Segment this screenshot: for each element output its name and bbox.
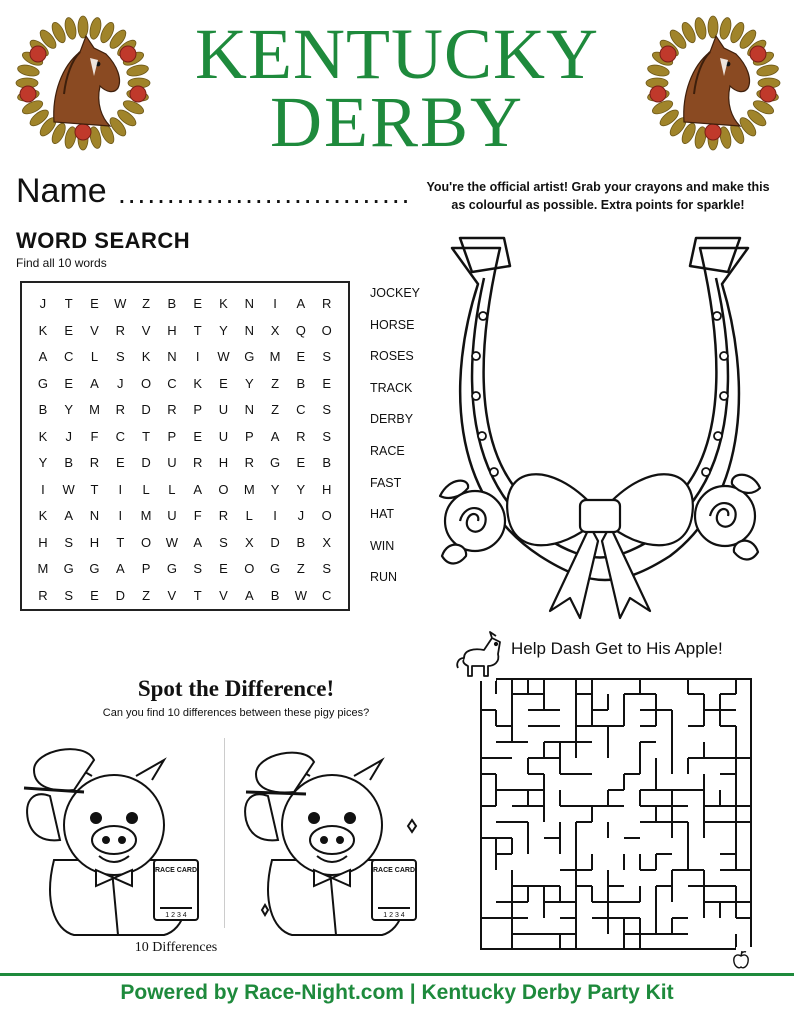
word-search-letter[interactable]: M bbox=[140, 508, 152, 523]
word-list-item: TRACK bbox=[370, 380, 413, 395]
word-search-letter[interactable]: A bbox=[115, 561, 125, 576]
word-search-letter[interactable]: S bbox=[322, 561, 331, 576]
word-search-letter[interactable]: H bbox=[321, 481, 332, 497]
word-search-letter[interactable]: G bbox=[270, 561, 281, 576]
word-search-letter[interactable]: B bbox=[270, 587, 280, 603]
word-search-row bbox=[30, 318, 348, 345]
word-search-letter[interactable]: A bbox=[193, 534, 203, 550]
word-search-letter[interactable]: X bbox=[270, 322, 280, 338]
word-search-letter[interactable]: B bbox=[64, 455, 74, 470]
word-search-letter[interactable]: N bbox=[244, 402, 254, 417]
word-search-letter[interactable]: G bbox=[63, 561, 74, 576]
word-search-letter[interactable]: G bbox=[166, 561, 177, 576]
word-search-letter[interactable]: U bbox=[167, 508, 177, 523]
word-search-letter[interactable]: K bbox=[193, 375, 203, 391]
word-search-letter[interactable]: Z bbox=[271, 375, 280, 391]
race-card-numbers: 1 2 3 4 bbox=[383, 912, 405, 919]
pig-jockey-illustration bbox=[232, 730, 437, 940]
word-search-letter[interactable]: T bbox=[116, 534, 125, 550]
word-search-letter[interactable]: B bbox=[296, 375, 306, 391]
word-search-letter[interactable]: N bbox=[244, 322, 254, 338]
word-list-item: JOCKEY bbox=[370, 286, 421, 300]
maze-title: Help Dash Get to His Apple! bbox=[511, 639, 723, 658]
word-search-letter[interactable]: O bbox=[244, 561, 255, 576]
word-search-letter[interactable]: C bbox=[64, 349, 74, 364]
word-search-letter[interactable]: V bbox=[141, 322, 151, 338]
word-search-letter[interactable]: B bbox=[322, 455, 331, 470]
word-search-row bbox=[30, 583, 348, 610]
word-search-letter[interactable]: E bbox=[296, 349, 306, 364]
word-search-letter[interactable]: S bbox=[115, 349, 125, 364]
word-search-letter[interactable]: P bbox=[193, 402, 203, 417]
word-search-letter[interactable]: L bbox=[142, 481, 150, 497]
word-search-letter[interactable]: W bbox=[62, 481, 75, 497]
word-search-letter[interactable]: R bbox=[115, 402, 125, 417]
word-search-letter[interactable]: E bbox=[193, 296, 203, 311]
word-search-letter[interactable]: C bbox=[296, 402, 306, 417]
word-search-letter[interactable]: O bbox=[141, 375, 152, 391]
word-search-letter[interactable]: E bbox=[115, 455, 125, 470]
word-search-letter[interactable]: E bbox=[219, 561, 228, 576]
word-search-letter[interactable]: R bbox=[192, 455, 203, 470]
word-search-letter[interactable]: Z bbox=[296, 561, 305, 576]
word-search-letter[interactable]: D bbox=[270, 534, 280, 550]
word-list-item: HAT bbox=[370, 507, 395, 522]
word-search-letter[interactable]: Y bbox=[38, 455, 48, 470]
word-search-letter[interactable]: C bbox=[321, 587, 332, 603]
word-search-letter[interactable]: F bbox=[193, 508, 202, 523]
word-search-letter[interactable]: Z bbox=[142, 296, 151, 311]
word-search-letter[interactable]: K bbox=[141, 349, 151, 364]
spot-difference-subtitle: Can you find 10 differences between these pigy pices? bbox=[102, 707, 370, 719]
horse-wreath-icon bbox=[14, 14, 152, 152]
word-search-letter[interactable]: H bbox=[89, 534, 100, 550]
word-search-letter[interactable]: N bbox=[167, 349, 177, 364]
word-search-letter[interactable]: R bbox=[218, 508, 229, 523]
word-search-letter[interactable]: W bbox=[217, 349, 230, 364]
word-search-letter[interactable]: I bbox=[273, 296, 277, 311]
title-derby: DERBY bbox=[269, 82, 525, 162]
word-search-row bbox=[30, 371, 348, 398]
word-search-row bbox=[30, 291, 348, 318]
word-search-letter[interactable]: M bbox=[269, 349, 281, 364]
word-search-letter[interactable]: W bbox=[165, 534, 179, 550]
word-search-letter[interactable]: R bbox=[115, 322, 125, 338]
word-search-letter[interactable]: B bbox=[296, 534, 306, 550]
word-search-row bbox=[30, 530, 348, 557]
word-search-letter[interactable]: E bbox=[90, 296, 99, 311]
word-search-letter[interactable]: T bbox=[193, 322, 202, 338]
word-search-letter[interactable]: R bbox=[296, 428, 306, 444]
name-label: Name bbox=[16, 172, 107, 210]
word-search-letter[interactable]: S bbox=[219, 534, 228, 550]
word-search-grid bbox=[20, 281, 350, 611]
title-kentucky: KENTUCKY bbox=[195, 14, 599, 94]
word-search-letter[interactable]: D bbox=[115, 587, 125, 603]
word-search-letter[interactable]: J bbox=[117, 375, 124, 391]
maze bbox=[480, 678, 752, 950]
word-search-letter[interactable]: O bbox=[218, 481, 229, 497]
word-search-letter[interactable]: K bbox=[219, 296, 228, 311]
word-search-row bbox=[30, 397, 348, 424]
word-search-row bbox=[30, 503, 348, 530]
word-search-letter[interactable]: U bbox=[218, 428, 229, 444]
word-search-letter[interactable]: Y bbox=[244, 375, 254, 391]
race-card-label: RACE CARD bbox=[155, 867, 197, 874]
word-search-letter[interactable]: A bbox=[270, 428, 280, 444]
word-search-letter[interactable]: Z bbox=[271, 402, 280, 417]
word-search-letter[interactable]: E bbox=[322, 375, 331, 391]
word-search-letter[interactable]: X bbox=[244, 534, 254, 550]
word-search-letter[interactable]: A bbox=[244, 587, 254, 603]
word-search-letter[interactable]: N bbox=[89, 508, 100, 523]
word-search-subtitle: Find all 10 words bbox=[16, 256, 107, 270]
word-search-letter[interactable]: L bbox=[245, 508, 253, 523]
word-search-letter[interactable]: I bbox=[118, 481, 123, 497]
word-search-letter[interactable]: I bbox=[195, 349, 200, 364]
word-list bbox=[370, 286, 420, 602]
word-list-item: RUN bbox=[370, 570, 398, 585]
word-search-letter[interactable]: J bbox=[39, 296, 47, 311]
word-search-letter[interactable]: E bbox=[296, 455, 306, 470]
word-search-row bbox=[30, 344, 348, 371]
word-search-letter[interactable]: E bbox=[64, 322, 74, 338]
word-search-letter[interactable]: F bbox=[90, 428, 99, 444]
word-search-letter[interactable]: P bbox=[244, 428, 254, 444]
divider bbox=[224, 738, 225, 928]
word-search-letter[interactable]: R bbox=[89, 455, 100, 470]
word-search-letter[interactable]: D bbox=[141, 402, 151, 417]
word-search-letter[interactable]: L bbox=[168, 481, 176, 497]
word-search-letter[interactable]: S bbox=[64, 587, 74, 603]
pig-jockey-illustration bbox=[14, 730, 219, 940]
word-search-row bbox=[30, 477, 348, 504]
word-search-letter[interactable]: B bbox=[38, 402, 48, 417]
word-search-letter[interactable]: G bbox=[244, 349, 255, 364]
word-search-letter[interactable]: K bbox=[38, 322, 48, 338]
apple-icon bbox=[732, 950, 750, 970]
word-search-letter[interactable]: H bbox=[38, 534, 48, 550]
word-list-item: WIN bbox=[370, 538, 395, 553]
word-search-letter[interactable]: A bbox=[90, 375, 99, 391]
word-search-letter[interactable]: E bbox=[64, 375, 74, 391]
word-search-letter[interactable]: C bbox=[167, 375, 177, 391]
word-search-letter[interactable]: P bbox=[141, 561, 151, 576]
word-search-letter[interactable]: R bbox=[38, 587, 48, 603]
word-search-letter[interactable]: N bbox=[244, 296, 254, 311]
spot-difference-count: 10 Differences bbox=[134, 940, 218, 955]
word-search-letter[interactable]: I bbox=[118, 508, 123, 523]
word-search-letter[interactable]: E bbox=[90, 587, 99, 603]
word-search-letter[interactable]: J bbox=[65, 428, 72, 444]
word-search-letter[interactable]: P bbox=[167, 428, 177, 444]
word-search-letter[interactable]: D bbox=[141, 455, 151, 470]
word-search-letter[interactable]: U bbox=[167, 455, 177, 470]
word-search-letter[interactable]: S bbox=[322, 402, 331, 417]
word-search-letter[interactable]: T bbox=[142, 428, 151, 444]
word-search-letter[interactable]: W bbox=[294, 587, 307, 603]
word-search-letter[interactable]: H bbox=[218, 455, 229, 470]
word-search-letter[interactable]: J bbox=[297, 508, 305, 523]
word-search-letter[interactable]: S bbox=[64, 534, 74, 550]
word-list-item: ROSES bbox=[370, 349, 414, 364]
word-search-letter[interactable]: A bbox=[296, 296, 306, 311]
race-card-numbers: 1 2 3 4 bbox=[165, 912, 187, 919]
word-search-letter[interactable]: M bbox=[243, 481, 255, 497]
word-search-letter[interactable]: Y bbox=[296, 481, 306, 497]
word-search-row bbox=[30, 556, 348, 583]
word-search-letter[interactable]: M bbox=[37, 561, 49, 576]
word-search-letter[interactable]: Z bbox=[142, 587, 151, 603]
word-search-letter[interactable]: B bbox=[167, 296, 177, 311]
word-search-letter[interactable]: G bbox=[270, 455, 281, 470]
word-search-letter[interactable]: L bbox=[90, 349, 99, 364]
word-search-letter[interactable]: I bbox=[273, 508, 277, 523]
word-search-letter[interactable]: Y bbox=[270, 481, 280, 497]
spot-difference-title: Spot the Difference! bbox=[137, 676, 335, 701]
word-search-letter[interactable]: G bbox=[37, 375, 48, 391]
footer-text: Powered by Race-Night.com | Kentucky Derby Party Kit bbox=[120, 981, 674, 1004]
word-search-letter[interactable]: G bbox=[89, 561, 100, 576]
word-search-letter[interactable]: K bbox=[38, 428, 48, 444]
word-search-letter[interactable]: S bbox=[322, 428, 331, 444]
word-search-letter[interactable]: Y bbox=[64, 402, 74, 417]
word-search-letter[interactable]: A bbox=[193, 481, 203, 497]
word-search-letter[interactable]: T bbox=[193, 587, 202, 603]
word-search-letter[interactable]: M bbox=[89, 402, 100, 417]
word-search-letter[interactable]: E bbox=[193, 428, 203, 444]
word-search-letter[interactable]: E bbox=[219, 375, 228, 391]
word-list-item: HORSE bbox=[370, 317, 415, 332]
word-search-letter[interactable]: U bbox=[218, 402, 229, 417]
word-search-letter[interactable]: C bbox=[115, 428, 125, 444]
word-search-letter[interactable]: K bbox=[38, 508, 48, 523]
word-search-letter[interactable]: H bbox=[167, 322, 177, 338]
word-search-letter[interactable]: V bbox=[219, 587, 228, 603]
horseshoe-bow-illustration bbox=[430, 226, 770, 621]
horse-wreath-icon bbox=[644, 14, 782, 152]
word-search-letter[interactable]: A bbox=[64, 508, 74, 523]
word-search-letter[interactable]: W bbox=[114, 296, 127, 311]
word-search-letter[interactable]: V bbox=[90, 322, 99, 338]
word-search-title: WORD SEARCH bbox=[16, 228, 191, 253]
word-search-letter[interactable]: V bbox=[167, 587, 177, 603]
word-search-letter[interactable]: O bbox=[321, 508, 332, 523]
word-search-letter[interactable]: T bbox=[90, 481, 99, 497]
word-search-letter[interactable]: I bbox=[41, 481, 45, 497]
word-search-letter[interactable]: A bbox=[38, 349, 48, 364]
name-line[interactable]: .............................. bbox=[118, 178, 412, 209]
word-search-letter[interactable]: Q bbox=[295, 322, 306, 338]
pony-icon bbox=[454, 628, 508, 680]
word-search-letter[interactable]: R bbox=[244, 455, 254, 470]
word-search-letter[interactable]: Y bbox=[219, 322, 228, 338]
word-search-letter[interactable]: O bbox=[141, 534, 152, 550]
word-search-letter[interactable]: O bbox=[321, 322, 332, 338]
race-card-label: RACE CARD bbox=[373, 867, 415, 874]
word-search-letter[interactable]: S bbox=[193, 561, 203, 576]
word-search-letter[interactable]: X bbox=[322, 534, 331, 550]
word-list-item: DERBY bbox=[370, 412, 414, 427]
word-search-row bbox=[30, 450, 348, 477]
word-search-letter[interactable]: R bbox=[167, 402, 177, 417]
word-search-letter[interactable]: T bbox=[64, 296, 73, 311]
footer-divider bbox=[0, 973, 794, 976]
word-search-row bbox=[30, 424, 348, 451]
word-search-letter[interactable]: S bbox=[322, 349, 331, 364]
word-list-item: RACE bbox=[370, 443, 405, 458]
word-list-item: FAST bbox=[370, 475, 402, 490]
word-search-letter[interactable]: R bbox=[321, 296, 332, 311]
artist-note: You're the official artist! Grab your crayons and make this as colourful as possible. Extra points for sparkle! bbox=[426, 180, 770, 212]
